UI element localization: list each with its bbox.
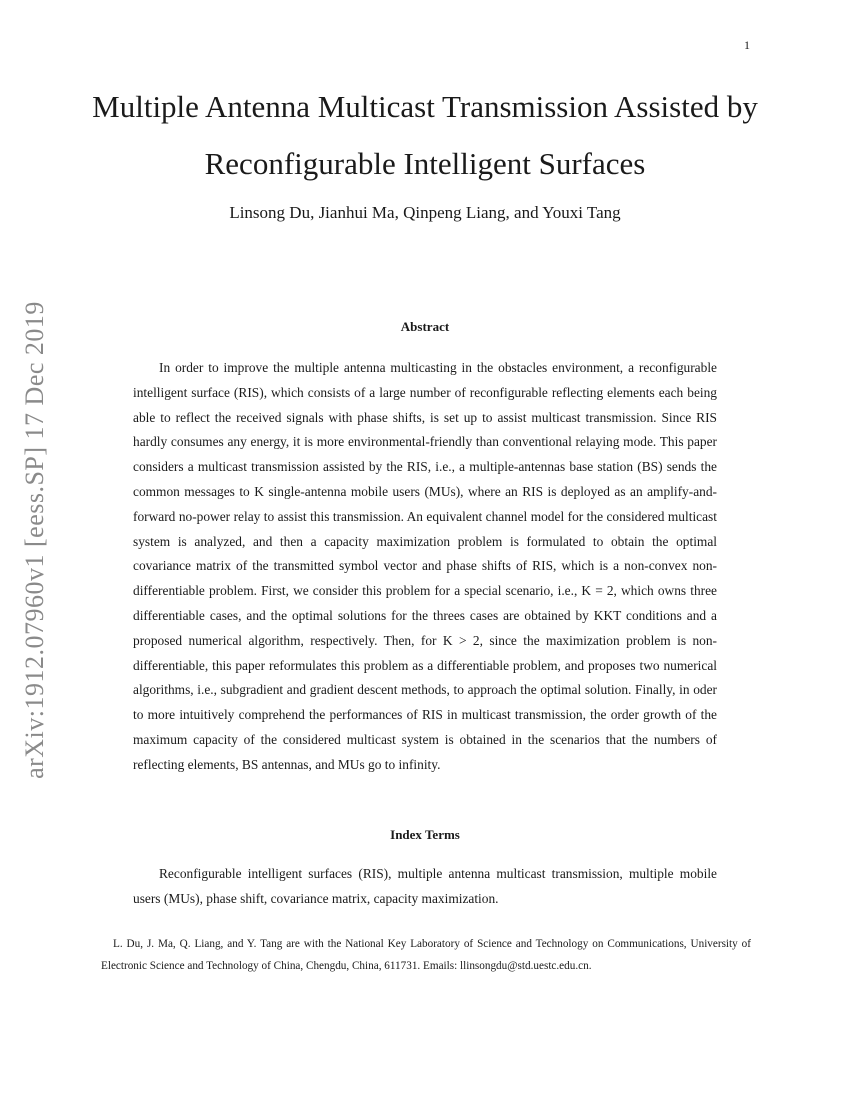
author-affiliation-footnote: L. Du, J. Ma, Q. Liang, and Y. Tang are with the National Key Laboratory of Science and Technology on Communications, University of Electronic Science and Technology of China, Chengdu, China, 611731. Emails: llinsongdu@std.uestc.edu.cn. (101, 938, 751, 972)
abstract-text: In order to improve the multiple antenna multicasting in the obstacles environment, a reconfigurable intelligent surface (RIS), which consists of a large number of reconfigurable reflecting elements each being able to reflect the received signals with phase shifts, is set up to assist multicast transmission. Since RIS hardly consumes any energy, it is more environmental-friendly than conventional relaying mode. This paper considers a multicast transmission assisted by the RIS, i.e., a multiple-antennas base station (BS) sends the common messages to K single-antenna mobile users (MUs), where an RIS is deployed as an amplify-and-forward no-power relay to assist this transmission. An equivalent channel model for the considered multicast system is analyzed, and then a capacity maximization problem is formulated to obtain the optimal covariance matrix of the transmitted symbol vector and phase shifts of RIS, which is a non-convex non-differentiable problem. First, we consider this problem for a special scenario, i.e., K = 2, which owns three differentiable cases, and the optimal solutions for the threes cases are obtained by KKT conditions and a proposed numerical algorithm, respectively. Then, for K > 2, since the maximization problem is non-differentiable, this paper reformulates this problem as a differentiable problem, and proposes two numerical algorithms, i.e., subgradient and gradient descent methods, to approach the optimal solution. Finally, in oder to more intuitively comprehend the performances of RIS in multicast transmission, the order growth of the maximum capacity of the considered multicast system is obtained in the scenarios that the numbers of reflecting elements, BS antennas, and MUs go to infinity. (133, 360, 717, 772)
index-terms-text: Reconfigurable intelligent surfaces (RIS), multiple antenna multicast transmission, multiple mobile users (MUs), phase shift, covariance matrix, capacity maximization. (133, 866, 717, 906)
arxiv-identifier-text: arXiv:1912.07960v1 [eess.SP] 17 Dec 2019 (20, 301, 49, 779)
paper-title: Multiple Antenna Multicast Transmission Assisted by Reconfigurable Intelligent Surfaces (92, 89, 758, 181)
abstract-heading: Abstract (400, 319, 450, 334)
arxiv-identifier-stamp (15, 280, 55, 800)
page-number: 1 (744, 38, 750, 52)
index-terms-heading: Index Terms (390, 827, 460, 842)
author-list: Linsong Du, Jianhui Ma, Qinpeng Liang, and Youxi Tang (229, 203, 621, 222)
